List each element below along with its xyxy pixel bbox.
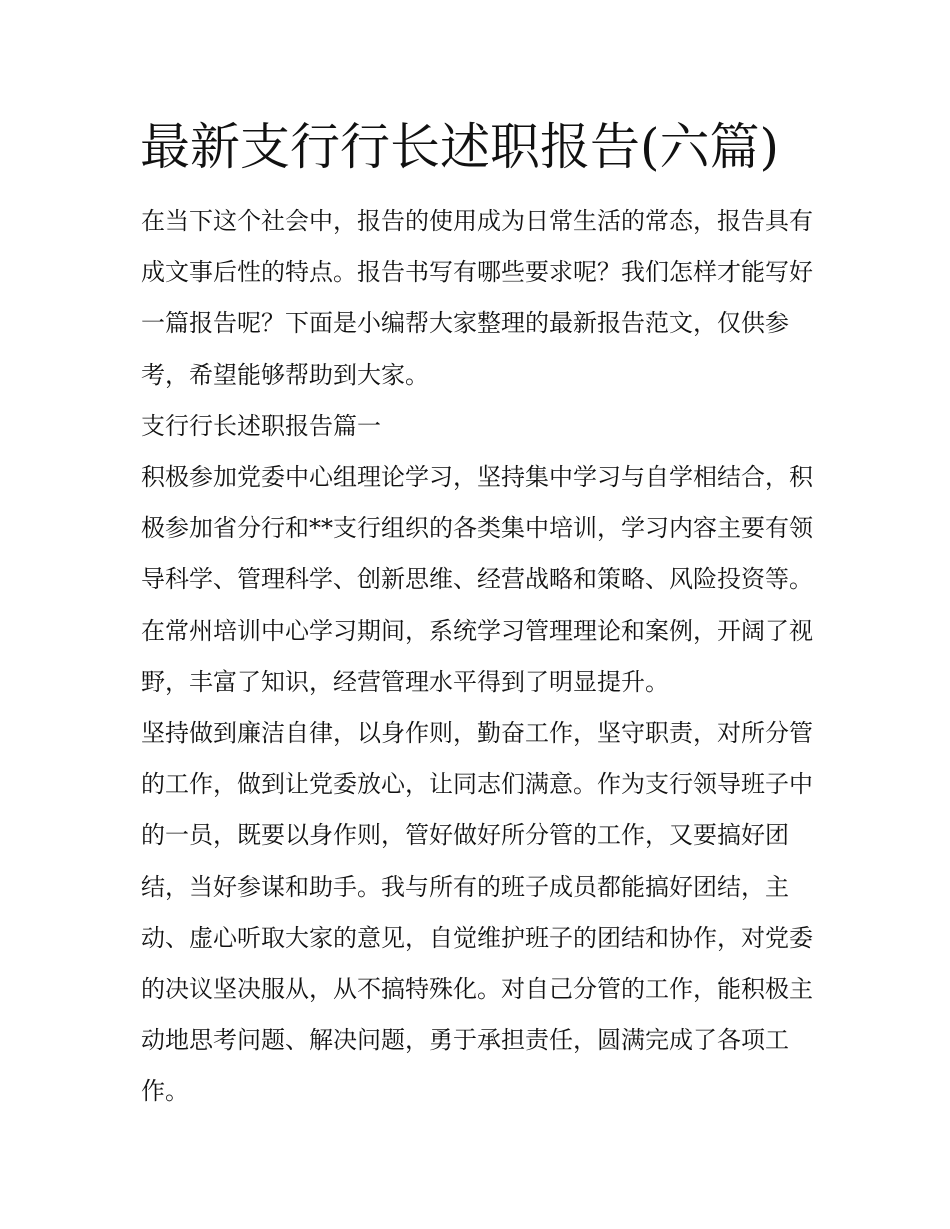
document-body (141, 196, 813, 1118)
body-paragraph: 坚持做到廉洁自律，以身作则，勤奋工作，坚守职责，对所分管的工作，做到让党委放心，让同志们满意。作为支行领导班子中的一员，既要以身作则，管好做好所分管的工作，又要搞好团结，当好参谋和助手。我与所有的班子成员都能搞好团结，主动、虚心听取大家的意见，自觉维护班子的团结和协作，对党委的决议坚决服从，从不搞特殊化。对自己分管的工作，能积极主动地思考问题、解决问题，勇于承担责任，圆满完成了各项工作。 (141, 719, 813, 1106)
intro-paragraph: 在当下这个社会中，报告的使用成为日常生活的常态，报告具有成文事后性的特点。报告书写有哪些要求呢？我们怎样才能写好一篇报告呢？下面是小编帮大家整理的最新报告范文，仅供参考，希望能够帮助到大家。 (141, 207, 813, 389)
section-heading: 支行行长述职报告篇一 (141, 411, 381, 440)
document-title: 最新支行行长述职报告(六篇) (140, 118, 780, 176)
body-paragraph: 积极参加党委中心组理论学习，坚持集中学习与自学相结合，积极参加省分行和**支行组织的各类集中培训，学习内容主要有领导科学、管理科学、创新思维、经营战略和策略、风险投资等。在常州培训中心学习期间，系统学习管理理论和案例，开阔了视野，丰富了知识，经营管理水平得到了明显提升。 (141, 463, 813, 696)
